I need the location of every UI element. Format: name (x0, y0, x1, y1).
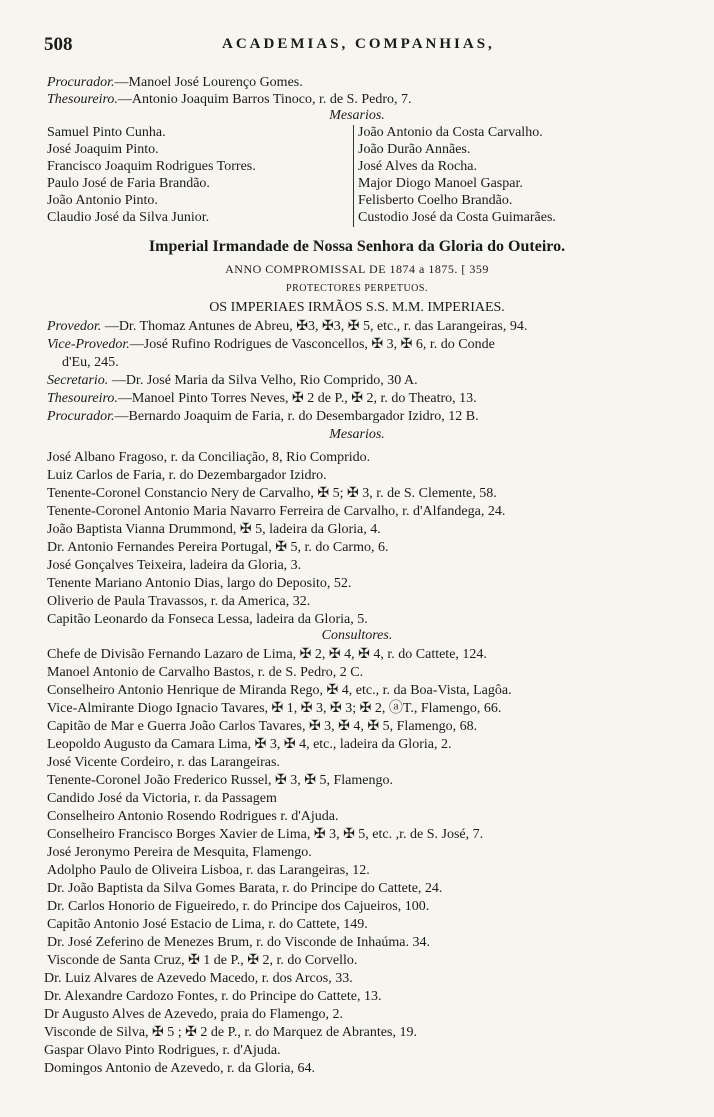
procurador-line-2 (47, 408, 479, 425)
mesario-line: Tenente Mariano Antonio Dias, largo do Deposito, 52. (47, 576, 352, 591)
vice-provedor-cont: d'Eu, 245. (62, 355, 119, 370)
thesoureiro-role-2: Thesoureiro. (47, 391, 118, 406)
provedor-role: Provedor. (47, 319, 102, 334)
mesario-left: Claudio José da Silva Junior. (47, 210, 210, 225)
consultor-line: José Jeronymo Pereira de Mesquita, Flamengo. (47, 845, 312, 860)
consultor-line: Dr. José Zeferino de Menezes Brum, r. do Visconde de Inhaúma. 34. (47, 935, 431, 950)
consultor-line: Manoel Antonio de Carvalho Bastos, r. de S. Pedro, 2 C. (47, 665, 364, 680)
running-title: ACADEMIAS, COMPANHIAS, (222, 36, 495, 52)
mesarios-heading-2: Mesarios. (329, 427, 385, 442)
secretario-text: —Dr. José Maria da Silva Velho, Rio Comprido, 30 A. (108, 373, 418, 388)
consultor-line: José Vicente Cordeiro, r. das Larangeiras. (47, 755, 280, 770)
consultor-line: Adolpho Paulo de Oliveira Lisboa, r. das Larangeiras, 12. (47, 863, 370, 878)
section-title: Imperial Irmandade de Nossa Senhora da Gloria do Outeiro. (148, 238, 566, 255)
consultor-line: Dr. Carlos Honorio de Figueiredo, r. do Principe dos Cajueiros, 100. (47, 899, 430, 914)
provedor-line (47, 318, 527, 335)
mesario-line: José Gonçalves Teixeira, ladeira da Gloria, 3. (47, 558, 302, 573)
mesario-left: Samuel Pinto Cunha. (47, 125, 166, 140)
mesario-left: Paulo José de Faria Brandão. (47, 176, 210, 191)
mesario-right: Major Diogo Manoel Gaspar. (358, 176, 523, 191)
consultor-line: Visconde de Santa Cruz, ✠ 1 de P., ✠ 2, r. do Corvello. (47, 953, 358, 968)
consultor-line: Tenente-Coronel João Frederico Russel, ✠ 3, ✠ 5, Flamengo. (47, 773, 393, 788)
consultor-line: Conselheiro Antonio Henrique de Miranda Rego, ✠ 4, etc., r. da Boa-Vista, Lagôa. (47, 683, 512, 698)
consultor-line: Dr. Luiz Alvares de Azevedo Macedo, r. dos Arcos, 33. (44, 971, 353, 986)
column-divider (353, 125, 354, 227)
thesoureiro-name: —Antonio Joaquim Barros Tinoco, r. de S. Pedro, 7. (117, 92, 412, 107)
consultor-line: Dr. João Baptista da Silva Gomes Barata, r. do Principe do Cattete, 24. (47, 881, 443, 896)
mesario-line: João Baptista Vianna Drummond, ✠ 5, ladeira da Gloria, 4. (47, 522, 381, 537)
vice-provedor-text: —José Rufino Rodrigues de Vasconcellos, ✠ 3, ✠ 6, r. do Conde (129, 337, 495, 352)
mesario-left: José Joaquim Pinto. (47, 142, 159, 157)
mesario-line: Capitão Leonardo da Fonseca Lessa, ladeira da Gloria, 5. (47, 612, 368, 627)
mesario-right: João Antonio da Costa Carvalho. (358, 125, 543, 140)
thesoureiro-role: Thesoureiro. (47, 92, 118, 107)
mesario-right: Custodio José da Costa Guimarães. (358, 210, 556, 225)
mesarios-heading-1: Mesarios. (329, 108, 385, 123)
mesario-right: João Durão Annães. (358, 142, 471, 157)
consultor-line: Conselheiro Francisco Borges Xavier de Lima, ✠ 3, ✠ 5, etc. ,r. de S. José, 7. (47, 827, 484, 842)
thesoureiro-text-2: —Manoel Pinto Torres Neves, ✠ 2 de P., ✠ 2, r. do Theatro, 13. (117, 391, 477, 406)
consultor-line: Leopoldo Augusto da Camara Lima, ✠ 3, ✠ 4, etc., ladeira da Gloria, 2. (47, 737, 452, 752)
mesarios-right-column (358, 125, 556, 227)
procurador-line (47, 74, 303, 91)
consultor-line: Vice-Almirante Diogo Ignacio Tavares, ✠ 1, ✠ 3, ✠ 3; ✠ 2, ⓐT., Flamengo, 66. (47, 701, 502, 716)
mesario-left: João Antonio Pinto. (47, 193, 158, 208)
consultor-line: Visconde de Silva, ✠ 5 ; ✠ 2 de P., r. do Marquez de Abrantes, 19. (44, 1025, 417, 1040)
mesario-line: Oliverio de Paula Travassos, r. da America, 32. (47, 594, 311, 609)
mesarios-left-column (47, 125, 256, 227)
procurador-role: Procurador. (47, 75, 115, 90)
mesario-line: Luiz Carlos de Faria, r. do Dezembargador Izidro. (47, 468, 327, 483)
consultor-line: Domingos Antonio de Azevedo, r. da Gloria, 64. (44, 1061, 316, 1076)
secretario-role: Secretario. (47, 373, 109, 388)
vice-provedor-line (47, 336, 495, 353)
consultores-heading: Consultores. (321, 628, 393, 643)
consultor-line: Dr Augusto Alves de Azevedo, praia do Flamengo, 2. (44, 1007, 344, 1022)
imperiaes-line: OS IMPERIAES IRMÃOS S.S. M.M. IMPERIAES. (209, 300, 505, 315)
thesoureiro-line-2 (47, 390, 477, 407)
consultor-line: Capitão de Mar e Guerra João Carlos Tavares, ✠ 3, ✠ 4, ✠ 5, Flamengo, 68. (47, 719, 478, 734)
consultor-line: Dr. Alexandre Cardozo Fontes, r. do Principe do Cattete, 13. (44, 989, 382, 1004)
secretario-line (47, 372, 418, 389)
page-header (22, 34, 702, 56)
consultor-line: Conselheiro Antonio Rosendo Rodrigues r. d'Ajuda. (47, 809, 339, 824)
mesario-left: Francisco Joaquim Rodrigues Torres. (47, 159, 256, 174)
vice-provedor-role: Vice-Provedor. (47, 337, 130, 352)
protectores-heading: PROTECTORES PERPETUOS. (286, 283, 428, 294)
procurador-text-2: —Bernardo Joaquim de Faria, r. do Desembargador Izidro, 12 B. (114, 409, 479, 424)
mesario-line: José Albano Fragoso, r. da Conciliação, 8, Rio Comprido. (47, 450, 371, 465)
thesoureiro-line (47, 91, 412, 108)
mesario-right: José Alves da Rocha. (358, 159, 477, 174)
mesario-right: Felisberto Coelho Brandão. (358, 193, 513, 208)
provedor-text: —Dr. Thomaz Antunes de Abreu, ✠3, ✠3, ✠ 5, etc., r. das Larangeiras, 94. (101, 319, 528, 334)
procurador-name: —Manoel José Lourenço Gomes. (114, 75, 303, 90)
consultor-line: Gaspar Olavo Pinto Rodrigues, r. d'Ajuda. (44, 1043, 281, 1058)
anno-compromissal: ANNO COMPROMISSAL DE 1874 a 1875. [ 359 (225, 262, 489, 276)
consultor-line: Chefe de Divisão Fernando Lazaro de Lima, ✠ 2, ✠ 4, ✠ 4, r. do Cattete, 124. (47, 647, 487, 662)
mesario-line: Tenente-Coronel Antonio Maria Navarro Ferreira de Carvalho, r. d'Alfandega, 24. (47, 504, 506, 519)
consultor-line: Candido José da Victoria, r. da Passagem (47, 791, 277, 806)
consultor-line: Capitão Antonio José Estacio de Lima, r. do Cattete, 149. (47, 917, 368, 932)
procurador-role-2: Procurador. (47, 409, 115, 424)
mesario-line: Tenente-Coronel Constancio Nery de Carvalho, ✠ 5; ✠ 3, r. de S. Clemente, 58. (47, 486, 497, 501)
page-number: 508 (44, 34, 73, 55)
mesario-line: Dr. Antonio Fernandes Pereira Portugal, ✠ 5, r. do Carmo, 6. (47, 540, 389, 555)
